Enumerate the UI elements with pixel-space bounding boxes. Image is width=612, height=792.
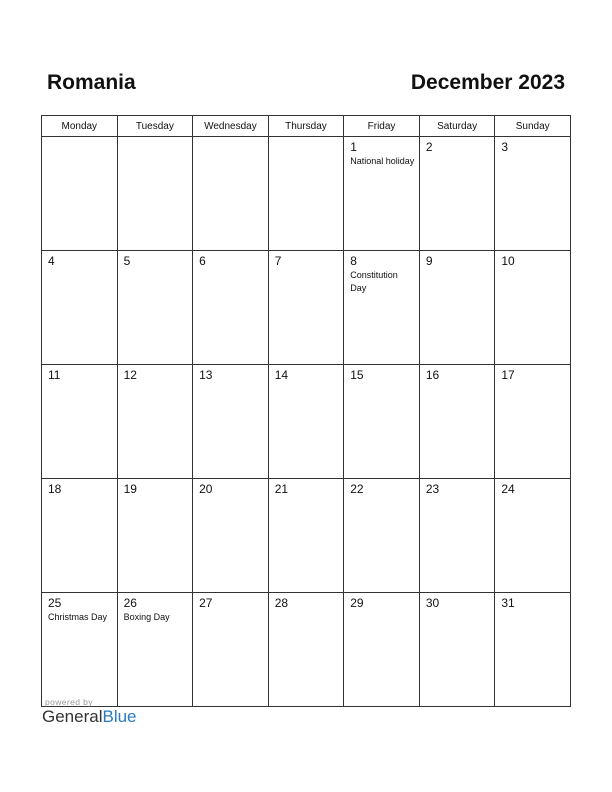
day-cell bbox=[495, 593, 571, 707]
day-number: 14 bbox=[274, 368, 289, 382]
day-cell bbox=[419, 593, 495, 707]
day-cell bbox=[419, 479, 495, 593]
day-number: 9 bbox=[425, 254, 433, 268]
day-cell bbox=[268, 479, 344, 593]
day-number: 11 bbox=[48, 368, 61, 382]
weekday-header: Tuesday bbox=[117, 116, 193, 137]
weekday-header: Thursday bbox=[268, 116, 344, 137]
week-row bbox=[42, 365, 571, 479]
brand-blue-text: Blue bbox=[102, 707, 137, 726]
day-number: 18 bbox=[48, 482, 62, 496]
day-number: 4 bbox=[48, 254, 55, 268]
day-number: 15 bbox=[350, 368, 364, 382]
day-cell bbox=[419, 365, 495, 479]
day-cell bbox=[117, 593, 193, 707]
day-number: 1 bbox=[350, 140, 357, 154]
weekday-header-row bbox=[42, 116, 571, 137]
day-cell bbox=[268, 251, 344, 365]
weekday-header: Sunday bbox=[495, 116, 571, 137]
weekday-header: Saturday bbox=[419, 116, 495, 137]
day-number: 29 bbox=[350, 596, 364, 610]
day-number: 21 bbox=[274, 482, 289, 496]
day-cell bbox=[42, 365, 118, 479]
day-number: 12 bbox=[123, 368, 137, 382]
day-cell bbox=[117, 251, 193, 365]
day-cell bbox=[419, 251, 495, 365]
day-number: 13 bbox=[199, 368, 213, 382]
day-cell bbox=[344, 137, 420, 251]
day-number: 31 bbox=[501, 596, 515, 610]
day-cell bbox=[117, 479, 193, 593]
weekday-header: Wednesday bbox=[193, 116, 269, 137]
day-cell bbox=[268, 593, 344, 707]
day-cell bbox=[495, 137, 571, 251]
holiday-label: National holiday bbox=[350, 156, 415, 166]
holiday-label: Christmas Day bbox=[48, 612, 108, 622]
day-number: 20 bbox=[199, 482, 213, 496]
day-cell bbox=[193, 251, 269, 365]
day-number: 10 bbox=[501, 254, 515, 268]
day-number: 3 bbox=[501, 140, 509, 154]
day-number: 17 bbox=[501, 368, 515, 382]
day-number: 28 bbox=[274, 596, 289, 610]
brand-general-text: General bbox=[42, 707, 103, 726]
calendar-grid bbox=[41, 115, 571, 707]
day-number: 16 bbox=[425, 368, 440, 382]
day-number: 2 bbox=[425, 140, 433, 154]
week-row bbox=[42, 593, 571, 707]
day-cell bbox=[344, 365, 420, 479]
day-cell bbox=[495, 365, 571, 479]
day-number: 7 bbox=[274, 254, 282, 268]
day-number: 6 bbox=[199, 254, 206, 268]
day-number: 8 bbox=[350, 254, 357, 268]
day-number: 24 bbox=[501, 482, 515, 496]
day-cell bbox=[495, 251, 571, 365]
week-row bbox=[42, 251, 571, 365]
day-number: 5 bbox=[123, 254, 131, 268]
day-cell bbox=[117, 365, 193, 479]
week-row bbox=[42, 137, 571, 251]
day-cell bbox=[42, 593, 118, 707]
generalblue-logo[interactable] bbox=[42, 707, 137, 727]
day-cell bbox=[42, 251, 118, 365]
day-cell bbox=[344, 593, 420, 707]
day-cell bbox=[193, 365, 269, 479]
day-number: 30 bbox=[425, 596, 440, 610]
day-cell bbox=[117, 137, 193, 251]
powered-by-label: powered by bbox=[45, 697, 93, 707]
day-cell bbox=[344, 251, 420, 365]
day-cell bbox=[193, 479, 269, 593]
day-cell bbox=[268, 365, 344, 479]
day-number: 22 bbox=[350, 482, 364, 496]
day-cell bbox=[268, 137, 344, 251]
weekday-header: Monday bbox=[42, 116, 118, 137]
day-number: 26 bbox=[123, 596, 137, 610]
week-row bbox=[42, 479, 571, 593]
day-number: 19 bbox=[123, 482, 137, 496]
holiday-label: Constitution Day bbox=[350, 270, 398, 293]
day-cell bbox=[42, 479, 118, 593]
day-number: 23 bbox=[425, 482, 440, 496]
day-cell bbox=[193, 137, 269, 251]
holiday-label: Boxing Day bbox=[123, 612, 170, 622]
day-cell bbox=[42, 137, 118, 251]
day-number: 25 bbox=[48, 596, 62, 610]
day-cell bbox=[495, 479, 571, 593]
weekday-header: Friday bbox=[344, 116, 420, 137]
country-title: Romania bbox=[47, 71, 136, 94]
day-cell bbox=[193, 593, 269, 707]
month-title: December 2023 bbox=[410, 71, 565, 94]
day-cell bbox=[419, 137, 495, 251]
day-cell bbox=[344, 479, 420, 593]
day-number: 27 bbox=[199, 596, 213, 610]
